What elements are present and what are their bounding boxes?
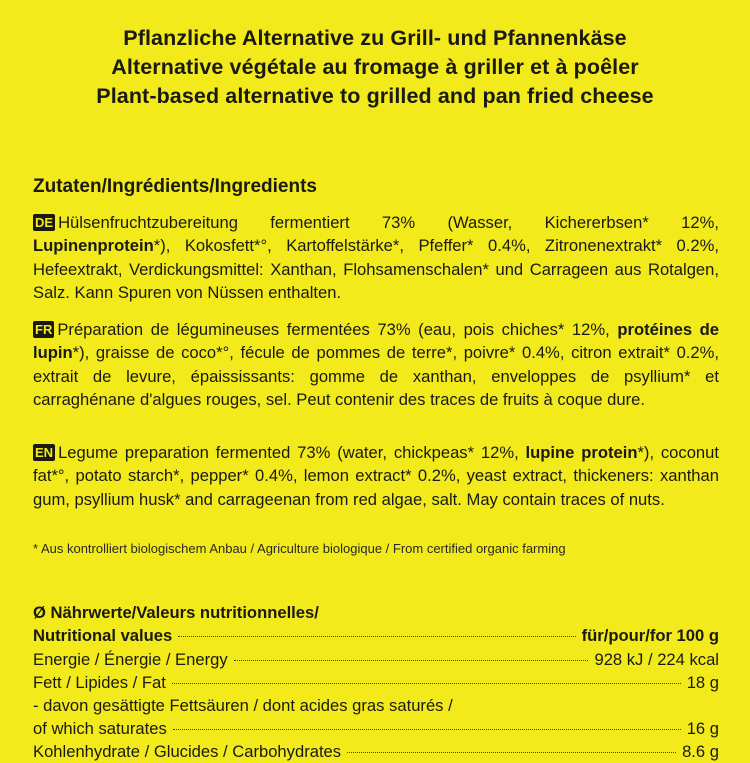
saturates-value: 16 g	[686, 719, 719, 738]
ingredients-en	[33, 441, 719, 511]
ingredients-en-text2: *), coconut fat*°, potato starch*, pepper* 0.4%, lemon extract* 0.2%, yeast extract, thickeners: xanthan gum, psyllium husk* and carrageenan from red algae, salt. May contain traces of nuts.	[33, 443, 720, 509]
language-badge-fr: FR	[35, 322, 53, 337]
dot-leader	[347, 752, 676, 753]
carbohydrates-value: 8.6 g	[682, 742, 719, 761]
language-badge-en: EN	[35, 445, 54, 460]
ingredients-de-text2: *), Kokosfett*°, Kartoffelstärke*, Pfeffer* 0.4%, Zitronenextrakt* 0.2%, Hefeextrakt, Verdickungsmittel: Xanthan, Flohsamenschalen* und Carrageen aus Rotalgen, Salz. Kann Spuren von Nüssen enthalten.	[33, 236, 719, 302]
saturates-label-line2: of which saturates	[33, 719, 167, 738]
title-de: Pflanzliche Alternative zu Grill- und Pfannenkäse	[123, 26, 627, 50]
title-en: Plant-based alternative to grilled and pan fried cheese	[96, 84, 654, 108]
ingredients-heading: Zutaten/Ingrédients/Ingredients	[33, 176, 317, 197]
language-badge-de: DE	[35, 215, 54, 230]
organic-footnote: * Aus kontrolliert biologischem Anbau / Agriculture biologique / From certified organic farming	[33, 541, 566, 556]
energy-row	[33, 648, 719, 671]
ingredients-de	[33, 211, 719, 304]
nutrition-heading: Ø Nährwerte/Valeurs nutritionnelles/	[33, 603, 319, 622]
energy-label: Energie / Énergie / Energy	[33, 650, 228, 669]
ingredients-fr-text2: *), graisse de coco*°, fécule de pommes de terre*, poivre* 0.4%, citron extrait* 0.2%, extrait de levure, épaississants: gomme de xanthan, enveloppes de psyllium* et carraghénane d'algues rouges, sel. Peut contenir des traces de fruits à coque dure.	[33, 343, 719, 409]
per-100g-label: für/pour/for 100 g	[581, 626, 719, 645]
carbohydrates-label: Kohlenhydrate / Glucides / Carbohydrates	[33, 742, 342, 761]
nutrition-header-row	[33, 624, 719, 647]
ingredients-en-text1: Legume preparation fermented 73% (water, chickpeas* 12%,	[58, 443, 526, 462]
carbohydrates-row	[33, 740, 719, 763]
dot-leader	[172, 683, 681, 684]
dot-leader	[173, 729, 681, 730]
saturates-row	[33, 717, 719, 740]
saturates-label-row	[33, 694, 719, 717]
fat-row	[33, 671, 719, 694]
ingredients-fr-text1: Préparation de légumineuses fermentées 73% (eau, pois chiches* 12%,	[57, 320, 618, 339]
saturates-label-line1: - davon gesättigte Fettsäuren / dont acides gras saturés /	[33, 696, 453, 715]
fat-label: Fett / Lipides / Fat	[33, 673, 166, 692]
energy-value: 928 kJ / 224 kcal	[594, 650, 719, 669]
dot-leader	[178, 636, 575, 637]
ingredients-de-text1: Hülsenfruchtzubereitung fermentiert 73% (Wasser, Kichererbsen* 12%,	[58, 213, 719, 232]
allergen-de: Lupinenprotein	[33, 236, 154, 256]
nutrition-heading-line2: Nutritional values	[33, 626, 173, 645]
ingredients-fr	[33, 318, 719, 411]
allergen-fr: protéines de lupin	[33, 320, 720, 363]
title-fr: Alternative végétale au fromage à griller et à poêler	[111, 55, 639, 79]
product-titles	[0, 24, 750, 111]
dot-leader	[234, 660, 589, 661]
allergen-en: lupine protein	[525, 443, 638, 462]
fat-value: 18 g	[686, 673, 719, 692]
